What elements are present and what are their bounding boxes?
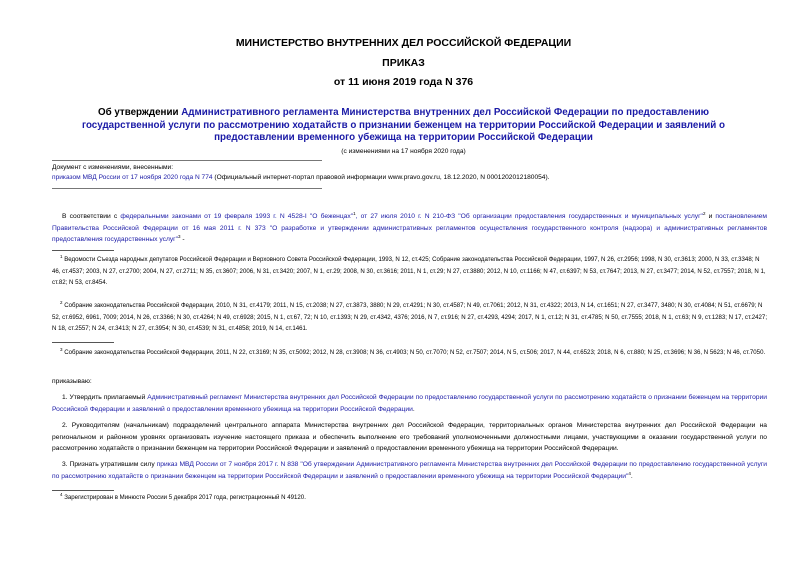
amendments-bottom-rule: [52, 188, 322, 189]
amendments-top-rule: [52, 160, 322, 161]
amendment-order-link[interactable]: приказом МВД России от 17 ноября 2020 года N 774: [52, 173, 213, 181]
amendments-block: [52, 163, 767, 182]
title-prefix: Об утверждении: [97, 107, 182, 118]
footnote-3: $^3$ Собрание законодательства Российской Федерации, 2011, N 22, ст.3169; N 35, ст.5092; 2012, N 28, ст.3908; N 36, ст.4903; N 50, ст.7070; N 52, ст.7507; 2014, N 5, ст.506; 2017, N 44, ст.6523; 2018, N 6, ст.880; N 25, ст.3696; N 36, N 5623; N 46, ст.7050.: [60, 346, 766, 356]
footnote-1: $^1$ Ведомости Съезда народных депутатов Российской Федерации и Верховного Совета Российской Федерации, 1993, N 12, ст.425; Собрание законодательства Российской Федерации, 1997, N 26, ст.2956; 1998, N 30, ст.3613; 2000, N 33, ст.3348; N 46, ст.4537; 2003, N 27, ст.2700; 2004, N 27, ст.2711; N 35, ст.3607; 2006, N 31, ст.3420; 2007, N 1, ст.29; 2008, N 30, ст.3616; 2011, N 1, ст.29; N 27, ст.3880; 2012, N 10, ст.1166; N 47, ст.6397; N 53, ст.7647; 2013, N 27, ст.3477; 2014, N 52, ст.7557; 2018, N 1, ст.82; N 53, ст.8454.: [52, 253, 766, 287]
order-word: приказываю:: [52, 378, 92, 385]
document-title: [70, 107, 737, 145]
changes-note: (с изменениями на 17 ноября 2020 года): [341, 148, 466, 155]
amendment-source: (Официальный интернет-портал правовой информации www.pravo.gov.ru, 18.12.2020, N 0001202012180054).: [212, 173, 550, 181]
preamble-paragraph: В соответствии с федеральными законами от 19 февраля 1993 г. N 4528-I "О беженцах"$^1$, от 27 июля 2010 г. N 210-ФЗ "Об организации предоставления государственных и муниципальных услуг"$^2$ и постановлением Правительства Российской Федерации от 16 мая 2011 г. N 373 "О разработке и утверждении административных регламентов осуществления государственного контроля (надзора) и административных регламентов предоставления государственных услуг"$^3$ -: [52, 210, 767, 243]
ministry-heading: МИНИСТЕРСТВО ВНУТРЕННИХ ДЕЛ РОССИЙСКОЙ ФЕДЕРАЦИИ: [235, 37, 572, 49]
resolution-373-link[interactable]: постановлением Правительства Российской Федерации от 16 мая 2011 г. N 373 "О разработке и утверждении административных регламентов осуществления государственного контроля (надзора) и административных регламентов предоставления государственных услуг": [52, 213, 767, 243]
item-3-paragraph: 3. Признать утратившим силу приказ МВД России от 7 ноября 2017 г. N 838 "Об утверждении Административного регламента Министерства внутренних дел Российской Федерации по предоставлению государственной услуги по рассмотрению ходатайств о признании беженцем на территории Российской Федерации и заявлений о предоставлении временного убежища на территории Российской Федерации"$^4$.: [52, 461, 767, 480]
footnote-4: $^4$ Зарегистрирован в Минюсте России 5 декабря 2017 года, регистрационный N 49120.: [60, 491, 306, 501]
federal-laws-link[interactable]: федеральными законами от 19 февраля 1993 г. N 4528-I "О беженцах": [120, 213, 354, 220]
regulation-link[interactable]: Административный регламент Министерства внутренних дел Российской Федерации по предоставлению государственной услуги по рассмотрению ходатайств о признании беженцем на территории Российской Федерации и заявлений о предоставлении временного убежища на территории Российской Федерации: [52, 394, 768, 413]
item-1-paragraph: 1. Утвердить прилагаемый Административный регламент Министерства внутренних дел Российской Федерации по предоставлению государственной услуги по рассмотрению ходатайств о признании беженцем на территории Российской Федерации и заявлений о предоставлении временного убежища на территории Российской Федерации.: [52, 394, 768, 413]
footnote-rule-2: [52, 342, 114, 343]
footnote-rule-3: [52, 490, 114, 491]
item-2-paragraph: 2. Руководителям (начальникам) подразделений центрального аппарата Министерства внутренних дел Российской Федерации, территориальных органов Министерства внутренних дел Российской Федерации на региональном и районном уровнях организовать изучение настоящего приказа и обеспечить выполнение его требований уполномоченными должностными лицами, участвующими в оказании государственной услуги по рассмотрению ходатайств о признании беженцем на территории Российской Федерации и заявлений о предоставлении временного убежища на территории Российской Федерации.: [52, 422, 767, 452]
law-210-link[interactable]: , от 27 июля 2010 г. N 210-ФЗ "Об организации предоставления государственных и муниципальных услуг": [355, 213, 703, 220]
amendments-intro: Документ с изменениями, внесенными:: [52, 164, 174, 171]
doc-type-heading: ПРИКАЗ: [382, 57, 425, 69]
footnote-rule: [52, 250, 114, 251]
order-838-link[interactable]: приказ МВД России от 7 ноября 2017 г. N 838 "Об утверждении Административного регламента Министерства внутренних дел Российской Федерации по предоставлению государственной услуги по рассмотрению ходатайств о признании беженцем на территории Российской Федерации и заявлений о предоставлении временного убежища на территории Российской Федерации": [52, 461, 767, 480]
footnote-2: $^2$ Собрание законодательства Российской Федерации, 2010, N 31, ст.4179; 2011, N 15, ст.2038; N 27, ст.3873, 3880; N 29, ст.4291; N 30, ст.4587; N 49, ст.7061; 2012, N 31, ст.4322; 2013, N 14, ст.1651; N 27, ст.3477, 3480; N 30, ст.4084; N 51, ст.6679; N 52, ст.6952, 6961, 7009; 2014, N 26, ст.3366; N 30, ст.4264; N 49, ст.6928; 2015, N 1, ст.67, 72; N 10, ст.1393; N 29, ст.4342, 4376; 2016, N 7, ст.916; N 27, ст.4293, 4294; 2017, N 1, ст.12; N 31, ст.4785; N 50, ст.7555; 2018, N 1, ст.63; N 9, ст.1283; N 17, ст.2427; N 18, ст.2557; N 24, ст.3413; N 27, ст.3954; N 30, ст.4539; N 31, ст.4858; 2019, N 14, ст.1461.: [52, 299, 768, 333]
title-regulation-link[interactable]: Административного регламента Министерства внутренних дел Российской Федерации по предоставлению государственной услуги по рассмотрению ходатайств о признании беженцем на территории Российской Федерации и заявлений о предоставлении временного убежища на территории Российской Федерации: [82, 107, 725, 143]
date-number-heading: от 11 июня 2019 года N 376: [333, 76, 474, 88]
